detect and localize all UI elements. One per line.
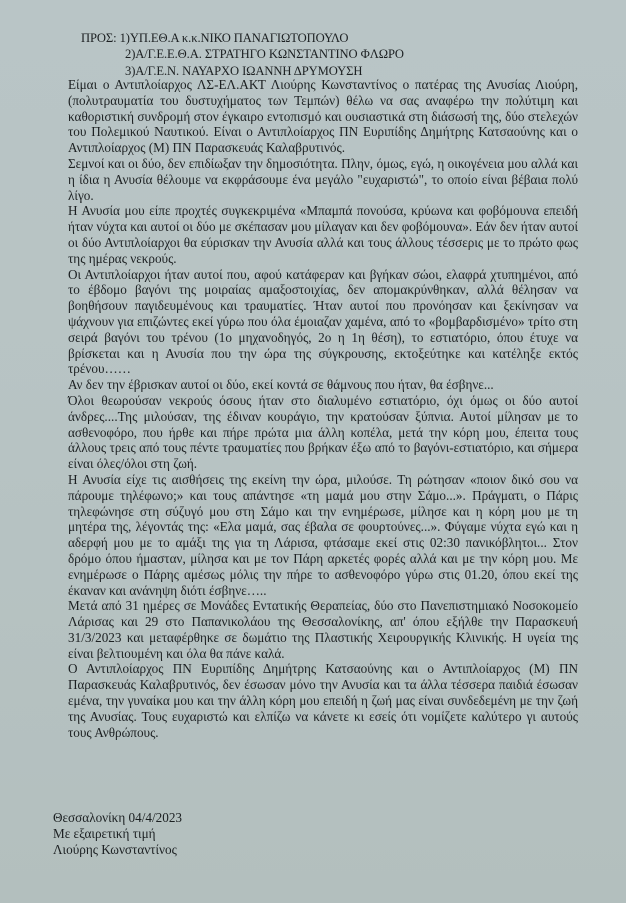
recipient-1: 1)ΥΠ.ΕΘ.Α κ.κ.ΝΙΚΟ ΠΑΝΑΓΙΩΤΟΠΟΥΛΟ xyxy=(119,31,349,45)
recipient-3: 3)Α/Γ.Ε.Ν. ΝΑΥΑΡΧΟ ΙΩΑΝΝΗ ΔΡΥΜΟΥΣΗ xyxy=(125,63,363,78)
closing-block xyxy=(53,810,182,857)
paragraph-9: Ο Αντιπλοίαρχος ΠΝ Ευριπίδης Δημήτρης Κατσαούνης και ο Αντιπλοίαρχος (Μ) ΠΝ Παρασκευάς Καλαβρυτινός, δεν έσωσαν μόνο την Ανυσία και τα άλλα τέσσερα παιδιά έσωσαν εμένα, την γυναίκα μου και την άλλη κόρη μου επειδή η ζωή μας είναι συνδεδεμένη με την ζωή της Ανυσίας. Τους ευχαριστώ και ελπίζω να κάνετε κι εσείς ότι νομίζετε καλύτερο γι αυτούς τους Ανθρώπους. xyxy=(68,661,578,740)
signature: Λιούρης Κωνσταντίνος xyxy=(53,841,177,857)
paragraph-8: Μετά από 31 ημέρες σε Μονάδες Εντατικής Θεραπείας, δύο στο Πανεπιστημιακό Νοσοκομείο Λάρισας και 29 στο Παπανικολάου της Θεσσαλονίκης, απ' όπου εξήλθε την Παρασκευή 31/3/2023 και μεταφέρθηκε σε δωμάτιο της Πλαστικής Χειρουργικής Κλινικής. Η υγεία της είναι βελτιουμένη και όλα θα πάνε καλά. xyxy=(68,598,578,661)
paragraph-4: Οι Αντιπλοίαρχοι ήταν αυτοί που, αφού κατάφεραν και βγήκαν σώοι, ελαφρά χτυπημένοι, από το έβδομο βαγόνι της μοιραίας αμαξοστοιχίας, δεν απομακρύνθηκαν, αλλά θέλησαν να βοηθήσουν παγιδευμένους και τραυματίες. Ήταν αυτοί που προνόησαν και ξεκίνησαν να ψάχνουν για επιζώντες εκεί γύρω που όλα έμοιαζαν χαμένα, από το «βομβαρδισμένο» τρίτο στη σειρά βαγόνι του τρένου (1ο μηχανοδηγός, 2ο η 1η θέση), το εστιατόριο, όπου έτυχε να βρίσκεται και η Ανυσία που την ώρα της σύγκρουσης, εκτοξεύτηκε και κατέληξε εκτός τρένου…… xyxy=(68,266,578,377)
paragraph-7: Η Ανυσία είχε τις αισθήσεις της εκείνη την ώρα, μιλούσε. Τη ρώτησαν «ποιον δικό σου να πάρουμε τηλέφωνο;» και τους απάντησε «τη μαμά μου στην Σάμο...». Πράγματι, ο Πάρις τηλεφώνησε στη σύζυγό μου στη Σάμο και την ενημέρωσε, μίλησε και η κόρη μου με τη μητέρα της, λέγοντάς της: «Ελα μαμά, σας έβαλα σε φουρτούνες...». Φύγαμε νύχτα εγώ και η αδερφή μου με το αμάξι της για τη Λάρισα, φτάσαμε εκεί στις 02:30 πανικόβλητοι... Στον δρόμο όπου ήμασταν, μίλησα και με τον Πάρη αρκετές φορές αλλά και με την κόρη μου. Με ενημέρωσε ο Πάρης αμέσως μόλις την πήρε το ασθενοφόρο γύρω στις 01.20, όπου εκεί της έκαναν και ανάνηψη διότι έσβηνε….. xyxy=(68,471,578,598)
recipients-block xyxy=(81,30,404,79)
recipients-label: ΠΡΟΣ: xyxy=(81,31,117,45)
place-date: Θεσσαλονίκη 04/4/2023 xyxy=(53,810,183,825)
recipient-line-2 xyxy=(81,46,404,62)
paragraph-3: Η Ανυσία μου είπε προχτές συγκεκριμένα «Μπαμπά πονούσα, κρύωνα και φοβόμουνα επειδή ήταν νύχτα και αυτοί οι δύο με σκέπασαν μου μίλαγαν και δεν φοβόμουνα». Εάν δεν ήταν αυτοί οι δύο Αντιπλοίαρχοι θα εύρισκαν την Ανυσία αλλά και τους άλλους τέσσερις με το πρώτο φως της ημέρας νεκρούς. xyxy=(68,203,578,266)
paragraph-1: Είμαι ο Αντιπλοίαρχος ΛΣ-ΕΛ.ΑΚΤ Λιούρης Κωνσταντίνος ο πατέρας της Ανυσίας Λιούρη, (πολυτραυματία του δυστυχήματος των Τεμπών) θέλω να σας αναφέρω την πολύτιμη και καθοριστική συνδρομή στον έγκαιρο εντοπισμό και ουσιαστικά στη διάσωσή της, δύο στελεχών του Πολεμικού Ναυτικού. Είναι ο Αντιπλοίαρχος ΠΝ Ευριπίδης Δημήτρης Κατσαούνης και ο Αντιπλοίαρχος (Μ) ΠΝ Παρασκευάς Καλαβρυτινός. xyxy=(68,77,578,156)
paragraph-6: Όλοι θεωρούσαν νεκρούς όσους ήταν στο διαλυμένο εστιατόριο, όχι όμως οι δύο αυτοί άνδρες....Της μιλούσαν, της έδιναν κουράγιο, την κρατούσαν ξύπνια. Αυτοί μίλησαν με το ασθενοφόρο, που ήρθε και πήρε πρώτα μια άλλη κοπέλα, μετά την κόρη μου, έπειτα τους άλλους τρεις από τους πέντε τραυματίες που βρήκαν έξω από το βαγόνι-εστιατόριο, και σήμερα είναι όλες/όλοι στη ζωή. xyxy=(68,392,578,472)
recipient-line-1 xyxy=(81,30,404,46)
letter-body-upper xyxy=(68,77,578,740)
paragraph-2: Σεμνοί και οι δύο, δεν επιδίωξαν την δημοσιότητα. Πλην, όμως, εγώ, η οικογένεια μου αλλά και η ίδια η Ανυσία θέλουμε να εκφράσουμε ένα μεγάλο "ευχαριστώ", το οποίο είναι βέβαια πολύ λίγο. xyxy=(68,155,578,203)
recipient-2: 2)Α/Γ.Ε.Ε.Θ.Α. ΣΤΡΑΤΗΓΟ ΚΩΝΣΤΑΝΤΙΝΟ ΦΛΩΡΟ xyxy=(125,47,404,62)
salutation: Με εξαιρετική τιμή xyxy=(53,825,156,841)
paragraph-5: Αν δεν την έβρισκαν αυτοί οι δύο, εκεί κοντά σε θάμνους που ήταν, θα έσβηνε... xyxy=(68,377,494,393)
